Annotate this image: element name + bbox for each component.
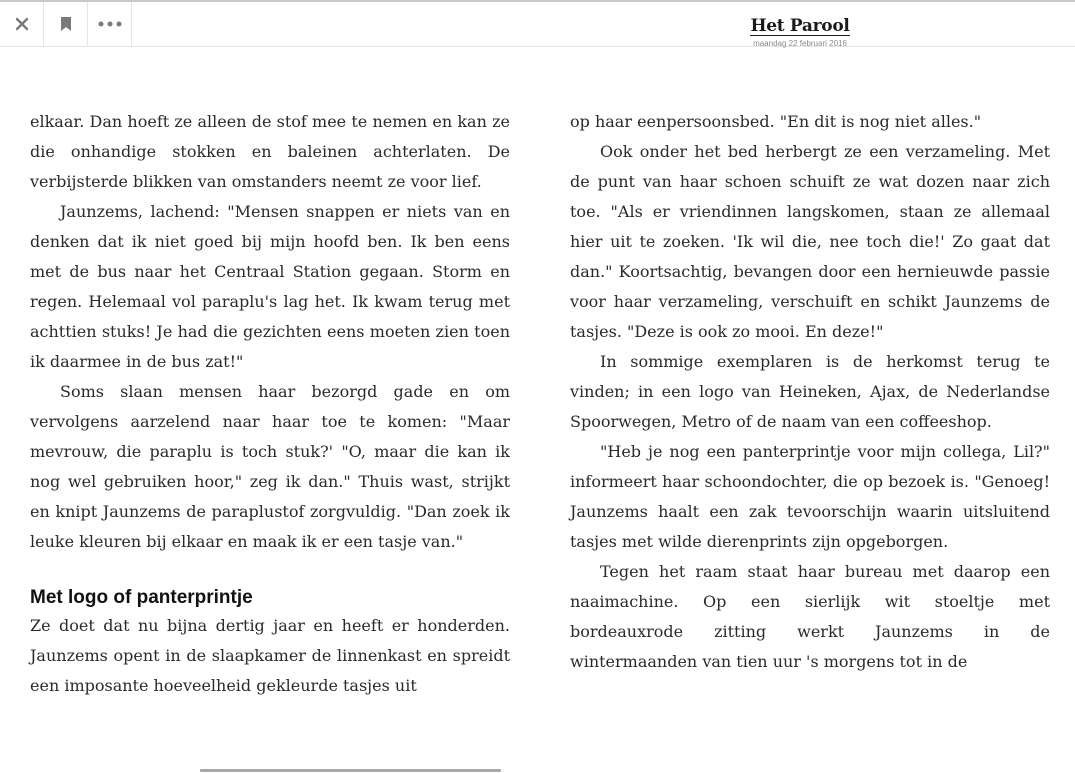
masthead: [700, 16, 900, 49]
paragraph: op haar eenpersoonsbed. "En dit is nog niet alles.": [570, 112, 982, 131]
article-column-left: [30, 107, 510, 701]
paragraph: Tegen het raam staat haar bureau met daarop een naaimachine. Op een sierlijk wit stoeltje met bordeauxrode zitting werkt Jaunzems in de wintermaanden van tien uur 's morgens tot in de: [570, 562, 1050, 671]
edition-date: maandag 22 februari 2016: [753, 39, 847, 48]
paragraph: Jaunzems, lachend: "Mensen snappen er niets van en denken dat ik niet goed bij mijn hoofd ben. Ik ben eens met de bus naar het Centraal Station gegaan. Storm en regen. Helemaal vol paraplu's lag het. Ik kwam terug met achttien stuks! Je had die gezichten eens moeten zien toen ik daarmee in de bus zat!": [30, 202, 510, 371]
paragraph: Ze doet dat nu bijna dertig jaar en heeft er honderden. Jaunzems opent in de slaapkamer de linnenkast en spreidt een imposante hoeveelheid gekleurde tasjes uit: [30, 616, 510, 695]
paragraph: Soms slaan mensen haar bezorgd gade en om vervolgens aarzelend naar haar toe te komen: "Maar mevrouw, die paraplu is toch stuk?' "O, maar die kan ik nog wel gebruiken hoor," zeg ik dan." Thuis wast, strijkt en knipt Jaunzems de paraplustof zorgvuldig. "Dan zoek ik leuke kleuren bij elkaar en maak ik er een tasje van.": [30, 382, 510, 551]
horizontal-scrollbar-thumb[interactable]: [200, 769, 501, 772]
article-column-right: [570, 107, 1050, 677]
paragraph: Ook onder het bed herbergt ze een verzameling. Met de punt van haar schoen schuift ze wat dozen naar zich toe. "Als er vriendinnen langskomen, staan ze allemaal hier uit te zoeken. 'Ik wil die, nee toch die!' Zo gaat dat dan." Koortsachtig, bevangen door een hernieuwde passie voor haar verzameling, verschuift en schikt Jaunzems de tasjes. "Deze is ook zo mooi. En deze!": [570, 142, 1050, 341]
bookmark-icon: [60, 16, 72, 32]
more-icon: [98, 21, 122, 27]
paragraph: "Heb je nog een panterprintje voor mijn collega, Lil?" informeert haar schoondochter, die op bezoek is. "Genoeg! Jaunzems haalt een zak tevoorschijn waarin uitsluitend tasjes met wilde dierenprints zijn opgeborgen.: [570, 442, 1050, 551]
more-options-button[interactable]: [88, 2, 132, 46]
newspaper-logo[interactable]: Het Parool: [750, 16, 850, 36]
article-subheading: Met logo of panterprintje: [30, 587, 253, 608]
reader-toolbar: [0, 2, 1075, 47]
paragraph: elkaar. Dan hoeft ze alleen de stof mee te nemen en kan ze die onhandige stokken en baleinen achterlaten. De verbijsterde blikken van omstanders neemt ze voor lief.: [30, 112, 510, 191]
close-icon: [15, 17, 29, 31]
paragraph: In sommige exemplaren is de herkomst terug te vinden; in een logo van Heineken, Ajax, de Nederlandse Spoorwegen, Metro of de naam van een coffeeshop.: [570, 352, 1050, 431]
close-button[interactable]: [0, 2, 44, 46]
bookmark-button[interactable]: [44, 2, 88, 46]
